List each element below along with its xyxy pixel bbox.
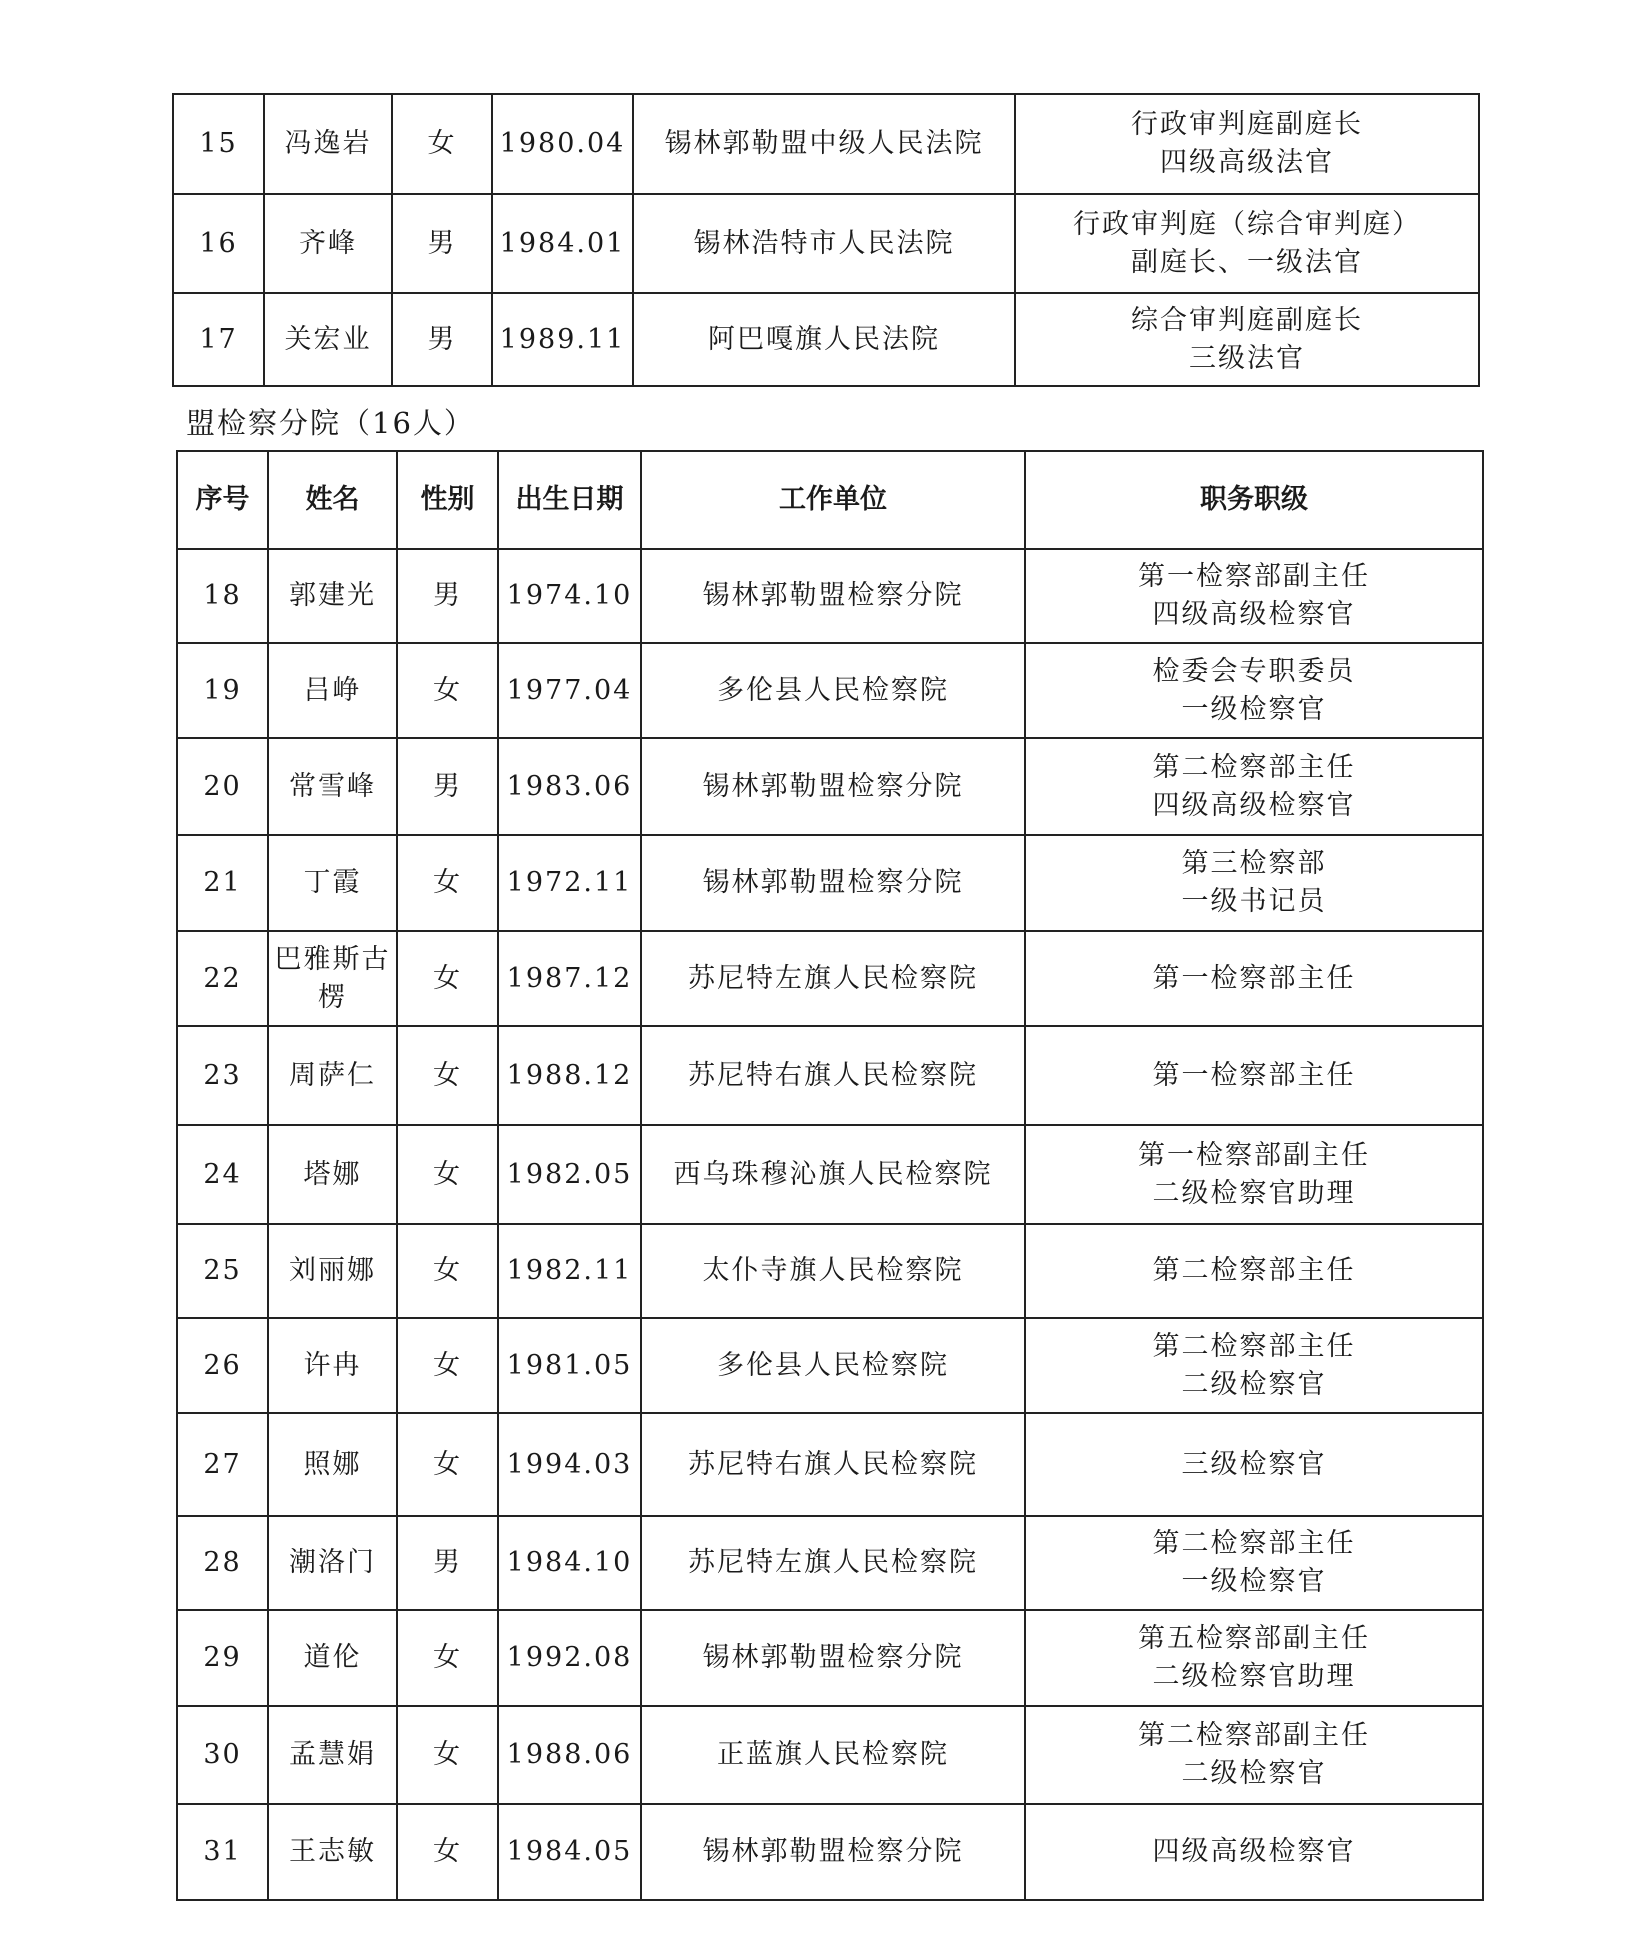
cell-sex: 男 — [392, 293, 492, 386]
cell-position — [1025, 1026, 1483, 1125]
cell-no: 24 — [177, 1125, 268, 1224]
cell-name-line: 许冉 — [303, 1349, 362, 1381]
cell-birth: 1972.11 — [498, 835, 641, 931]
cell-name-line: 孟慧娟 — [289, 1739, 376, 1770]
table-row — [177, 549, 1483, 643]
cell-no: 29 — [177, 1610, 268, 1706]
table-row — [173, 293, 1479, 386]
cell-position-line: 第三检察部 — [1181, 848, 1327, 879]
header-birth: 出生日期 — [498, 451, 641, 549]
cell-position-line: 二级检察官 — [1181, 1758, 1327, 1789]
cell-birth: 1994.03 — [498, 1413, 641, 1516]
cell-birth: 1984.05 — [498, 1804, 641, 1900]
cell-birth: 1981.05 — [498, 1318, 641, 1413]
cell-sex: 男 — [397, 549, 498, 643]
cell-position-line: 第二检察部副主任 — [1138, 1720, 1370, 1751]
cell-birth: 1988.06 — [498, 1706, 641, 1804]
cell-position-line: 二级检察官助理 — [1152, 1177, 1356, 1209]
cell-name — [268, 738, 397, 835]
cell-no: 25 — [177, 1224, 268, 1318]
cell-unit: 锡林郭勒盟检察分院 — [641, 1804, 1025, 1900]
cell-name — [268, 643, 397, 738]
cell-sex: 女 — [397, 1318, 498, 1413]
table-row — [173, 194, 1479, 293]
cell-birth: 1984.10 — [498, 1516, 641, 1610]
cell-sex: 女 — [392, 94, 492, 194]
cell-name-line: 吕峥 — [303, 674, 362, 706]
cell-position-line: 第一检察部主任 — [1152, 962, 1356, 994]
cell-position-line: 第二检察部主任 — [1152, 1255, 1356, 1286]
procuratorate-table-body — [177, 549, 1483, 1900]
cell-position-line: 副庭长、一级法官 — [1131, 246, 1363, 278]
table-row — [177, 1026, 1483, 1125]
procuratorate-personnel-table — [176, 450, 1484, 1901]
cell-sex: 女 — [397, 1706, 498, 1804]
cell-position-line: 第二检察部主任 — [1152, 751, 1356, 783]
cell-name — [268, 1413, 397, 1516]
cell-no: 27 — [177, 1413, 268, 1516]
cell-unit: 多伦县人民检察院 — [641, 643, 1025, 738]
court-table-body — [173, 94, 1479, 386]
cell-no: 22 — [177, 931, 268, 1026]
cell-position — [1025, 1125, 1483, 1224]
cell-position-line: 第一检察部主任 — [1152, 1059, 1356, 1091]
table-row — [177, 1516, 1483, 1610]
table-row — [177, 931, 1483, 1026]
cell-name-line: 丁霞 — [303, 867, 362, 898]
cell-unit: 阿巴嘎旗人民法院 — [633, 293, 1015, 386]
cell-unit: 苏尼特右旗人民检察院 — [641, 1026, 1025, 1125]
cell-no: 17 — [173, 293, 264, 386]
section-title: 盟检察分院（16人） — [186, 406, 475, 440]
cell-name-line: 塔娜 — [303, 1158, 362, 1190]
table-row — [177, 1610, 1483, 1706]
cell-name — [268, 549, 397, 643]
cell-name — [268, 1125, 397, 1224]
cell-name: 齐峰 — [264, 194, 392, 293]
header-name: 姓名 — [268, 451, 397, 549]
cell-position — [1025, 835, 1483, 931]
cell-no: 15 — [173, 94, 264, 194]
cell-sex: 女 — [397, 1125, 498, 1224]
cell-birth: 1989.11 — [492, 293, 633, 386]
cell-unit: 西乌珠穆沁旗人民检察院 — [641, 1125, 1025, 1224]
header-position: 职务职级 — [1025, 451, 1483, 549]
cell-position — [1025, 643, 1483, 738]
table-row — [173, 94, 1479, 194]
table-row — [177, 643, 1483, 738]
cell-sex: 女 — [397, 931, 498, 1026]
cell-birth: 1982.11 — [498, 1224, 641, 1318]
header-no: 序号 — [177, 451, 268, 549]
cell-position-line: 第二检察部主任 — [1152, 1528, 1356, 1559]
cell-birth: 1977.04 — [498, 643, 641, 738]
cell-sex: 女 — [397, 835, 498, 931]
cell-name — [268, 835, 397, 931]
cell-unit: 锡林郭勒盟中级人民法院 — [633, 94, 1015, 194]
cell-unit: 苏尼特右旗人民检察院 — [641, 1413, 1025, 1516]
cell-position — [1025, 1318, 1483, 1413]
cell-position — [1025, 1610, 1483, 1706]
cell-sex: 女 — [397, 643, 498, 738]
cell-unit: 锡林郭勒盟检察分院 — [641, 1610, 1025, 1706]
cell-name: 关宏业 — [264, 293, 392, 386]
cell-sex: 男 — [397, 1516, 498, 1610]
cell-no: 26 — [177, 1318, 268, 1413]
cell-position-line: 四级高级检察官 — [1152, 789, 1356, 821]
header-sex: 性别 — [397, 451, 498, 549]
cell-unit: 多伦县人民检察院 — [641, 1318, 1025, 1413]
cell-name: 冯逸岩 — [264, 94, 392, 194]
table-row — [177, 1318, 1483, 1413]
cell-position — [1025, 1413, 1483, 1516]
cell-sex: 女 — [397, 1224, 498, 1318]
cell-no: 21 — [177, 835, 268, 931]
cell-birth: 1987.12 — [498, 931, 641, 1026]
cell-position-line: 四级高级检察官 — [1152, 1836, 1356, 1867]
cell-position — [1025, 1516, 1483, 1610]
cell-unit: 锡林郭勒盟检察分院 — [641, 835, 1025, 931]
table-row — [177, 1706, 1483, 1804]
table-row — [177, 1125, 1483, 1224]
table-row — [177, 1224, 1483, 1318]
cell-birth: 1984.01 — [492, 194, 633, 293]
cell-birth: 1988.12 — [498, 1026, 641, 1125]
cell-position-line: 三级检察官 — [1181, 1448, 1327, 1480]
cell-name-line: 王志敏 — [289, 1836, 376, 1867]
cell-birth: 1980.04 — [492, 94, 633, 194]
cell-no: 23 — [177, 1026, 268, 1125]
cell-position-line: 二级检察官 — [1181, 1368, 1327, 1400]
cell-no: 16 — [173, 194, 264, 293]
cell-birth: 1982.05 — [498, 1125, 641, 1224]
header-row — [177, 451, 1483, 549]
cell-name — [268, 1516, 397, 1610]
cell-position — [1025, 1804, 1483, 1900]
cell-name — [268, 1610, 397, 1706]
cell-name-line: 周萨仁 — [289, 1059, 376, 1091]
cell-position-line: 一级检察官 — [1181, 1566, 1327, 1597]
cell-position — [1025, 738, 1483, 835]
table-row — [177, 738, 1483, 835]
cell-position-line: 第二检察部主任 — [1152, 1330, 1356, 1362]
cell-name — [268, 931, 397, 1026]
cell-name-line: 照娜 — [303, 1448, 362, 1480]
cell-position — [1025, 931, 1483, 1026]
cell-position-line: 检委会专职委员 — [1152, 655, 1356, 687]
cell-sex: 女 — [397, 1610, 498, 1706]
cell-position-line: 一级检察官 — [1181, 693, 1327, 725]
cell-name — [268, 1026, 397, 1125]
cell-name-line: 楞 — [318, 981, 347, 1013]
cell-position-line: 三级法官 — [1189, 342, 1305, 374]
cell-no: 28 — [177, 1516, 268, 1610]
cell-name — [268, 1318, 397, 1413]
cell-position-line: 综合审判庭副庭长 — [1131, 304, 1363, 336]
cell-sex: 女 — [397, 1804, 498, 1900]
table-row — [177, 1804, 1483, 1900]
cell-name-line: 常雪峰 — [289, 770, 376, 802]
cell-position-line: 第一检察部副主任 — [1138, 1139, 1370, 1171]
cell-sex: 女 — [397, 1026, 498, 1125]
cell-name-line: 巴雅斯古 — [274, 943, 391, 975]
cell-position-line: 行政审判庭副庭长 — [1131, 109, 1363, 140]
cell-unit: 锡林浩特市人民法院 — [633, 194, 1015, 293]
cell-no: 18 — [177, 549, 268, 643]
cell-position — [1015, 194, 1479, 293]
cell-unit: 太仆寺旗人民检察院 — [641, 1224, 1025, 1318]
cell-sex: 女 — [397, 1413, 498, 1516]
table-row — [177, 1413, 1483, 1516]
cell-name — [268, 1224, 397, 1318]
cell-position-line: 四级高级检察官 — [1152, 599, 1356, 630]
cell-name-line: 道伦 — [303, 1642, 362, 1673]
cell-position — [1025, 1224, 1483, 1318]
court-personnel-table — [172, 93, 1480, 387]
cell-birth: 1974.10 — [498, 549, 641, 643]
cell-position-line: 第五检察部副主任 — [1138, 1623, 1370, 1654]
cell-no: 20 — [177, 738, 268, 835]
cell-no: 19 — [177, 643, 268, 738]
cell-unit: 苏尼特左旗人民检察院 — [641, 1516, 1025, 1610]
cell-no: 30 — [177, 1706, 268, 1804]
cell-name — [268, 1804, 397, 1900]
table-row — [177, 835, 1483, 931]
header-unit: 工作单位 — [641, 451, 1025, 549]
cell-name-line: 郭建光 — [289, 580, 376, 611]
cell-unit: 苏尼特左旗人民检察院 — [641, 931, 1025, 1026]
cell-position-line: 四级高级法官 — [1160, 147, 1334, 178]
cell-no: 31 — [177, 1804, 268, 1900]
cell-name-line: 潮洛门 — [289, 1547, 376, 1578]
cell-birth: 1983.06 — [498, 738, 641, 835]
cell-birth: 1992.08 — [498, 1610, 641, 1706]
cell-position-line: 第一检察部副主任 — [1138, 561, 1370, 592]
cell-name — [268, 1706, 397, 1804]
cell-position — [1015, 293, 1479, 386]
cell-position-line: 二级检察官助理 — [1152, 1661, 1356, 1692]
cell-unit: 正蓝旗人民检察院 — [641, 1706, 1025, 1804]
cell-position — [1025, 1706, 1483, 1804]
cell-sex: 男 — [397, 738, 498, 835]
cell-position — [1015, 94, 1479, 194]
cell-sex: 男 — [392, 194, 492, 293]
cell-name-line: 刘丽娜 — [289, 1255, 376, 1286]
cell-unit: 锡林郭勒盟检察分院 — [641, 738, 1025, 835]
cell-position-line: 行政审判庭（综合审判庭） — [1073, 208, 1421, 240]
cell-position — [1025, 549, 1483, 643]
cell-unit: 锡林郭勒盟检察分院 — [641, 549, 1025, 643]
cell-position-line: 一级书记员 — [1181, 886, 1327, 917]
